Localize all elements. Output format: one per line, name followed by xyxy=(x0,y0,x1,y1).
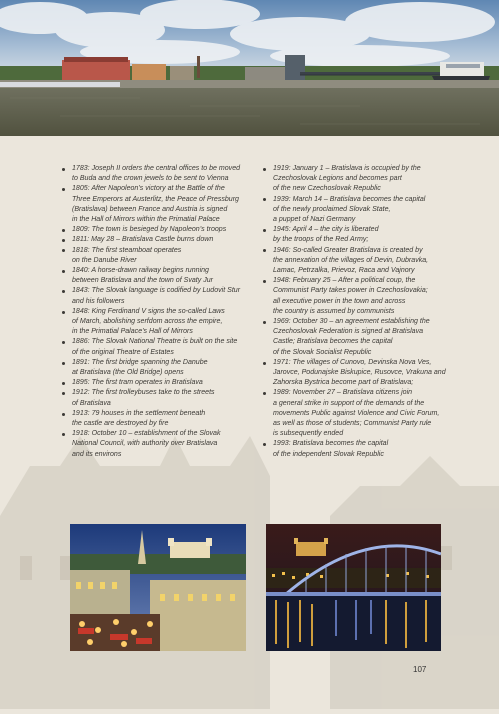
timeline-entry: 1993: Bratislava becomes the capital of the independent Slovak Republic xyxy=(262,439,467,459)
timeline-entry: 1843: The Slovak language is codified by Ludovit Stur and his followers xyxy=(61,286,261,306)
old-town-christmas-market-photo xyxy=(70,524,246,651)
timeline-entry: 1946: So-called Greater Bratislava is created by the annexation of the villages of Devin, Dubravka, Lamac, Petrzalka, Prievoz, Raca and Vajnory xyxy=(262,246,467,277)
timeline-entry: 1919: January 1 – Bratislava is occupied by the Czechoslovak Legions and becomes part of the new Czechoslovak Republic xyxy=(262,164,467,195)
timeline-entry: 1969: October 30 – an agreement establishing the Czechoslovak Federation is signed at Bratislava Castle; Bratislava becomes the capital of the Slovak Socialist Republic xyxy=(262,317,467,358)
timeline-entry: 1783: Joseph II orders the central offices to be moved to Buda and the crown jewels to be sent to Vienna xyxy=(61,164,261,184)
danube-panorama-photo xyxy=(0,0,499,136)
timeline-entry: 1989: November 27 – Bratislava citizens join a general strike in support of the demands of the movements Public against Violence and Civic Forum, as well as those of students; Communist Party rule is subsequently ended xyxy=(262,388,467,439)
timeline-entry: 1948: February 25 – After a political coup, the Communist Party takes power in Czechoslovakia; all executive power in the town and across the country is assumed by communists xyxy=(262,276,467,317)
timeline-entry: 1840: A horse-drawn railway begins running between Bratislava and the town of Svaty Jur xyxy=(61,266,261,286)
timeline-entry: 1818: The first steamboat operates on the Danube River xyxy=(61,246,261,266)
timeline-entry: 1895: The first tram operates in Bratislava xyxy=(61,378,261,388)
timeline-entry: 1891: The first bridge spanning the Danube at Bratislava (the Old Bridge) opens xyxy=(61,358,261,378)
timeline-entry: 1848: King Ferdinand V signs the so-called Laws of March, abolishing serfdom across the empire, in the Primatial Palace’s Hall of Mirrors xyxy=(61,307,261,338)
timeline-entry: 1971: The villages of Cunovo, Devinska Nova Ves, Jarovce, Podunajske Biskupice, Rusovce, Vrakuna and Zahorska Bystrica become part of Bratislava; xyxy=(262,358,467,389)
timeline-entry: 1886: The Slovak National Theatre is built on the site of the original Theatre of Estates xyxy=(61,337,261,357)
timeline-column-left xyxy=(61,164,261,460)
timeline-column-right xyxy=(262,164,467,460)
timeline-entry: 1912: The first trolleybuses take to the streets of Bratislava xyxy=(61,388,261,408)
timeline-entry: 1913: 79 houses in the settlement beneath the castle are destroyed by fire xyxy=(61,409,261,429)
timeline-entry: 1811: May 28 – Bratislava Castle burns down xyxy=(61,235,261,245)
bridge-at-night-photo xyxy=(266,524,441,651)
timeline-entry: 1945: April 4 – the city is liberated by the troops of the Red Army; xyxy=(262,225,467,245)
timeline-entry: 1809: The town is besieged by Napoleon’s troops xyxy=(61,225,261,235)
page-number: 107 xyxy=(413,665,427,674)
timeline-entry: 1939: March 14 – Bratislava becomes the capital of the newly proclaimed Slovak State, a puppet of Nazi Germany xyxy=(262,195,467,226)
timeline-entry: 1805: After Napoleon’s victory at the Battle of the Three Emperors at Austerlitz, the Peace of Pressburg (Bratislava) between France and Austria is signed in the Hall of Mirrors within the Primatial Palace xyxy=(61,184,261,225)
timeline-entry: 1918: October 10 – establishment of the Slovak National Council, with authority over Bratislava and its environs xyxy=(61,429,261,460)
